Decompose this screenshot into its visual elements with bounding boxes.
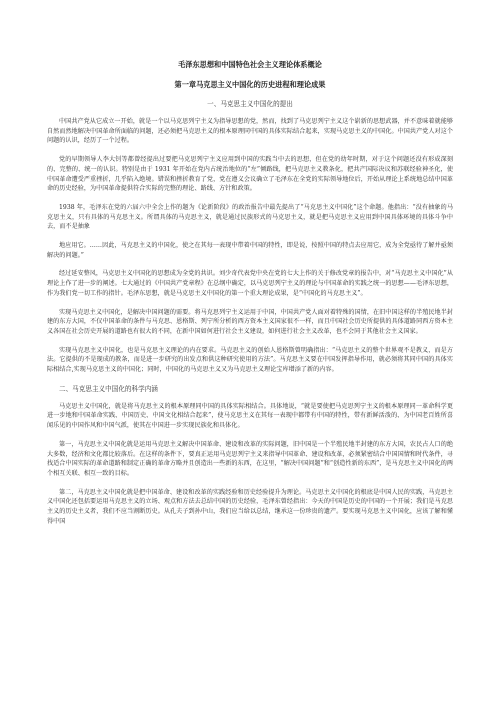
paragraph: 第二，马克思主义中国化就是把中国革命、建设和改革的实践经验和历史经验提升为理论。马克思主义中国化的根底是中国人民的实践，马克思主义中国化还包括要运用马克思主义的立场、观点和方法去总结中国的历史经验，毛泽东曾经指出：今天的中国是历史的中国的一个开展；我们是马克思主义的历史主义者，我们不应当割断历史。从孔夫子到孙中山，我们应当给以总结，继承这一份珍贵的遗产。要实现马克思主义中国化，应该了解和懂得中国 — [47, 488, 453, 525]
document-body — [47, 60, 453, 536]
paragraph: 实现马克思主义中国化，是解决中国问题的需要。将马克思列宁主义运用于中国，中国共产党人面对着特殊的国情，在旧中国这样的半殖民地半封建的东方大国，不仅中国革命的条件与马克思、恩格斯、列宁所分析的西方资本主义国家很不一样，而且中国社会历史所提供的具体道路同西方资本主义各国在社会历史开展的道路也有很大的不同，在新中国如何进行社会主义建设，如何进行社会主义改革，也不会同于其他社会主义国家。 — [47, 308, 453, 335]
paragraph: 经过延安整风，马克思主义中国化的思想成为全党的共识。刘少奇代表党中央在党的七大上作的关于修改党章的报告中，对“马克思主义中国化”从理论上作了进一步的阐述。七大通过的《中国共产党章程》在总纲中确定，以马克思列宁主义的理论与中国革命的实践之统一的思想——毛泽东思想，作为我们党一切工作的指针。毛泽东思想，就是马克思主义中国化的第一个重大理论成果，是“中国化的马克思主义”。 — [47, 270, 453, 297]
paragraph: 党的早期领导人李大钊等都曾经提出过要把马克思列宁主义应用到中国的实践当中去的思想，但在党的幼年时期，对于这个问题还没有形成深刻的、完整的、统一的认识。特别是由于 1931 年开始在党内占统治地位的“左”倾路线，把马克思主义教条化，把共产国际决议和苏联经验神圣化，使中国革命遭受严重挫折，几乎陷入绝境。错误和挫折教育了党，党在遵义会议确立了毛泽东在全党的实际领导地位后，开始从理论上系统地总结中国革命的历史经验，为中国革命提供符合实际的完整的理论、路线、方针和政策。 — [47, 156, 453, 193]
paragraph: 实现马克思主义中国化，也是马克思主义理论的内在要求。马克思主义的创始人恩格斯曾明确指出：“马克思主义的整个世界观不是教义，而是方法。它提供的不是现成的教条，而是进一步研究的出发点和供这种研究使用的方法”。马克思主义要在中国发挥指导作用，就必须将其同中国的具体实际相结合,实现马克思主义的中国化；同时，中国化的马克思主义又为马克思主义理论宝库增添了新的内容。 — [47, 346, 453, 374]
section-heading-2: 二、马克思主义中国化的科学内涵 — [59, 384, 158, 393]
document-title: 毛泽东思想和中国特色社会主义理论体系概论 — [178, 60, 322, 69]
chapter-title: 第一章马克思主义中国化的历史进程和理论成果 — [174, 80, 326, 89]
paragraph: 第一，马克思主义中国化就是运用马克思主义解决中国革命、建设和改革的实际问题，旧中国是一个半殖民地半封建的东方大国，农民占人口的绝大多数，经济和文化都比较落后。在这样的条件下，要真正运用马克思列宁主义来指导中国革命、建设和改革，必须紧密结合中国国情和时代条件，寻找适合中国实际的革命道路和制定正确的革命方略并且创造出一些新的东西，在这里，“解决中国问题”和“创造性新的东西”，是马克思主义中国化的两个相互关联、相互一致的目标。 — [47, 440, 453, 477]
section-heading-1: 一、马克思主义中国化的提出 — [207, 100, 293, 108]
paragraph: 中国共产党从它成立一开始，就是一个以马克思列宁主义为指导思想的党，然而，找到了马克思列宁主义这个崭新的思想武器，并不意味着就能够自然而然地解决中国革命所面临的问题，还必须把马克思主义的根本原理同中国的具体实际结合起来，实现马克思主义的中国化。中国共产党人对这个问题的认识，经历了一个过程。 — [47, 118, 453, 145]
paragraph: 地应用它。……因此，马克思主义的中国化，使之在其每一表现中带着中国的特性，即是说，按照中国的特点去应用它，成为全党亟待了解并亟须解决的问题。” — [47, 242, 453, 259]
paragraph: 1938 年，毛泽东在党的六届六中全会上作的题为《论新阶段》的政治报告中最先提出了“马克思主义中国化”这个命题。他指出：“没有抽象的马克思主义，只有具体的马克思主义。所谓具体的马克思主义，就是通过民族形式的马克思主义，就是把马克思主义应用到中国具体环境的具体斗争中去，而不是抽象 — [47, 203, 453, 231]
paragraph: 马克思主义中国化，就是将马克思主义的根本原理同中国的具体实际相结合。具体地说，“就是要使把马克思列宁主义的根本原理同一革命科学更进一步地和中国革命实践、中国历史、中国文化相结合起来”，使马克思主义在其每一表现中都带有中国的特性，带有新鲜活泼的、为中国老百姓所喜闻乐见的中国作风和中国气派，使其在中国进一步实现民族化和具体化。 — [47, 402, 453, 430]
